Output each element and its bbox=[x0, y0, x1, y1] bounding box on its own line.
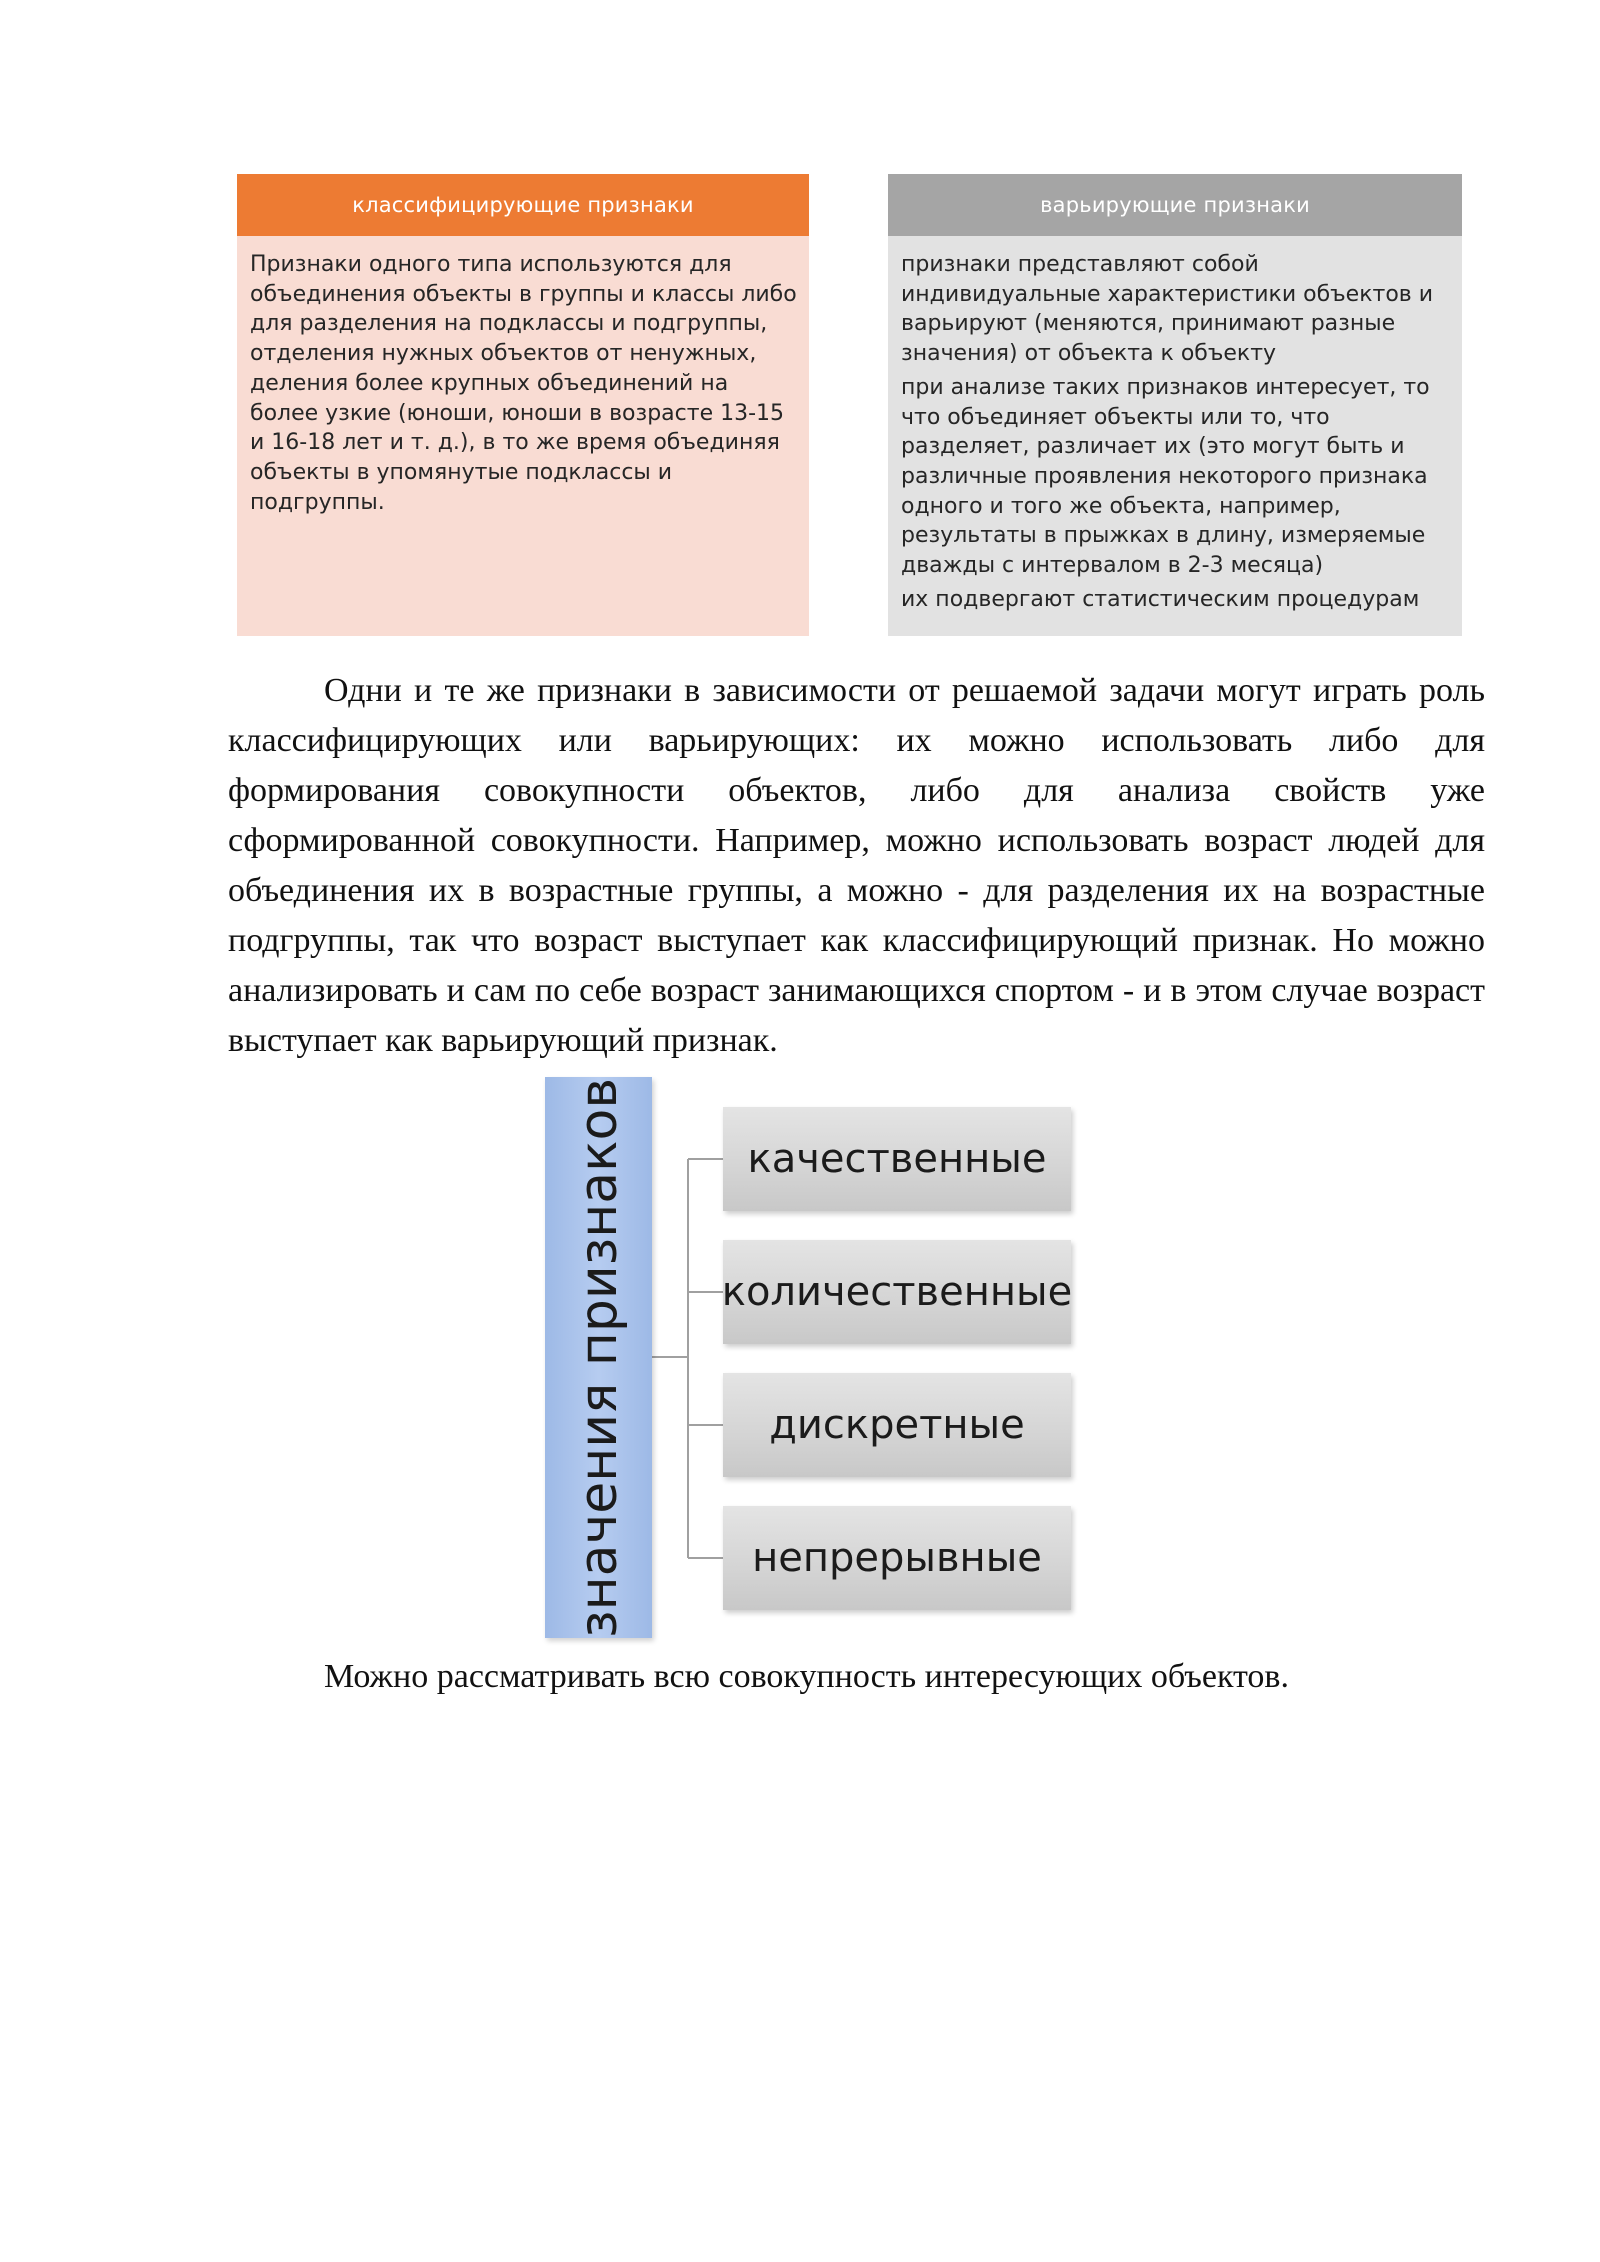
body-paragraph: Одни и те же признаки в зависимости от решаемой задачи могут играть роль классифицирующих или варьирующих: их можно использовать либо для формирования совокупности объектов, либо для анализа свойств уже сформированной совокупности. Например, можно использовать возраст людей для объединения их в возрастные группы, а можно - для разделения их на возрастные подгруппы, так что возраст выступает как классифицирующий признак. Но можно анализировать и сам по себе возраст занимающихся спортом - и в этом случае возраст выступает как варьирующий признак. bbox=[228, 672, 1485, 1059]
varying-attributes-text-1: признаки представляют собой индивидуальные характеристики объектов и варьируют (меняются, принимают разные значения) от объекта к объекту bbox=[901, 252, 1434, 367]
diagram-node-quantitative: количественные bbox=[723, 1240, 1071, 1344]
diagram-root-label: значения признаков bbox=[568, 1077, 629, 1638]
diagram-node-qualitative: качественные bbox=[723, 1107, 1071, 1211]
varying-attributes-text-3: их подвергают статистическим процедурам bbox=[901, 586, 1420, 612]
diagram-root-node bbox=[545, 1077, 652, 1638]
closing-paragraph: Можно рассматривать всю совокупность интересующих объектов. bbox=[324, 1658, 1289, 1695]
classifying-attributes-header: классифицирующие признаки bbox=[237, 174, 809, 236]
varying-attributes-text-2: при анализе таких признаков интересует, то что объединяет объекты или то, что разделяет, различает их (это могут быть и различные проявления некоторого признака одного и того же объекта, например, результаты в прыжках в длину, измеряемые дважды с интервалом в 2-3 месяца) bbox=[901, 374, 1430, 579]
varying-attributes-header: варьирующие признаки bbox=[888, 174, 1462, 236]
classifying-attributes-text: Признаки одного типа используются для объединения объекты в группы и классы либо для разделения на подклассы и подгруппы, отделения нужных объектов от ненужных, деления более крупных объединений на более узкие (юноши, юноши в возрасте 13-15 и 16-18 лет и т. д.), в то же время объединяя объекты в упомянутые подклассы и подгруппы. bbox=[250, 252, 797, 515]
diagram-node-continuous: непрерывные bbox=[723, 1506, 1071, 1610]
diagram-node-discrete: дискретные bbox=[723, 1373, 1071, 1477]
